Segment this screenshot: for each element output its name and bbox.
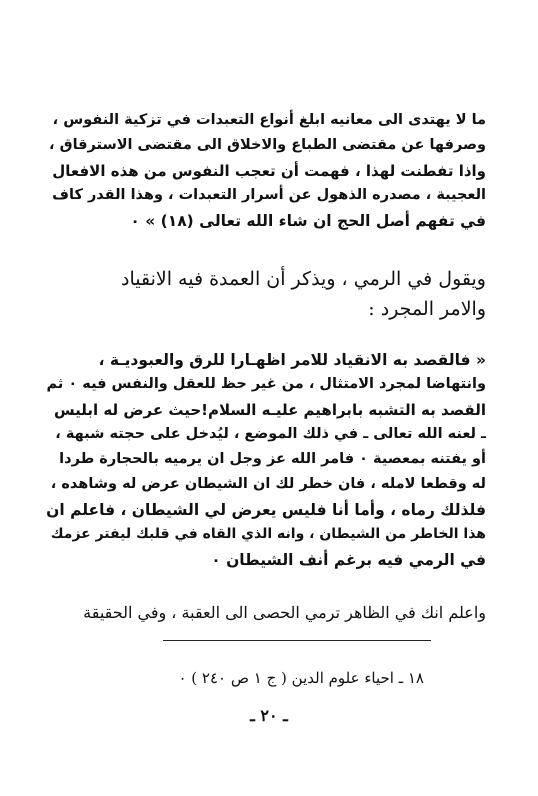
paragraph-4-line-1: واعلم انك في الظاهر ترمي الحصى الى العقبة ، وفي الحقيقة	[83, 603, 486, 622]
paragraph-2-line-1: ويقول في الرمي ، ويذكر أن العمدة فيه الانقياد	[121, 268, 486, 290]
paragraph-3-line-9: في الرمي فيه برغم أنف الشيطان ٠	[211, 551, 486, 569]
paragraph-1-line-2: وصرفها عن مقتضى الطباع والاخلاق الى مقتضى الاسترقاق ،	[49, 137, 486, 153]
paragraph-1-line-3: واذا تفطنت لهذا ، فهمت أن تعجب النفوس من هذه الافعال	[52, 162, 486, 180]
paragraph-3-line-4: ـ لعنه الله تعالى ـ في ذلك الموضع ، ليُدخل على حجته شبهة ،	[55, 426, 486, 442]
footnote: ١٨ ـ احياء علوم الدين ( ج ١ ص ٢٤٠ ) ٠	[178, 669, 424, 687]
paragraph-3-line-6: له وقطعا لامله ، فان خطر لك ان الشيطان عرض له وشاهده ،	[50, 476, 486, 492]
paragraph-1-line-1: ما لا يهتدى الى معانيه ابلغ أنواع التعبدات في تزكية النفوس ،	[52, 112, 486, 128]
paragraph-3-line-1: « فالقصد به الانقياد للامر اظهـارا للرق والعبوديـة ،	[98, 351, 486, 369]
paragraph-1-line-5: في تفهم أصل الحج ان شاء الله تعالى (١٨) » ٠	[130, 212, 486, 230]
paragraph-3-line-5: أو يفتنه بمعصية ٠ فامر الله عز وجل ان يرميه بالحجارة طردا	[59, 451, 486, 467]
footnote-separator	[163, 640, 431, 641]
paragraph-3-line-8: هذا الخاطر من الشيطان ، وانه الذي القاه في قلبك ليفتر عزمك	[50, 526, 486, 542]
paragraph-3-line-3: القصد به التشبه بابراهيم عليـه السلام!حيث عرض له ابليس	[53, 401, 486, 419]
paragraph-3-line-2: وانتهاضا لمجرد الامتثال ، من غير حظ للعقل والنفس فيه ٠ ثم	[46, 376, 486, 392]
paragraph-2-line-2: والامر المجرد :	[368, 298, 486, 320]
page-number: ـ ٢٠ ـ	[250, 706, 288, 725]
paragraph-1-line-4: العجيبة ، مصدره الذهول عن أسرار التعبدات ، وهذا القدر كاف	[52, 187, 486, 203]
paragraph-3-line-7: فلذلك رماه ، وأما أنا فليس يعرض لي الشيطان ، فاعلم ان	[46, 501, 486, 519]
